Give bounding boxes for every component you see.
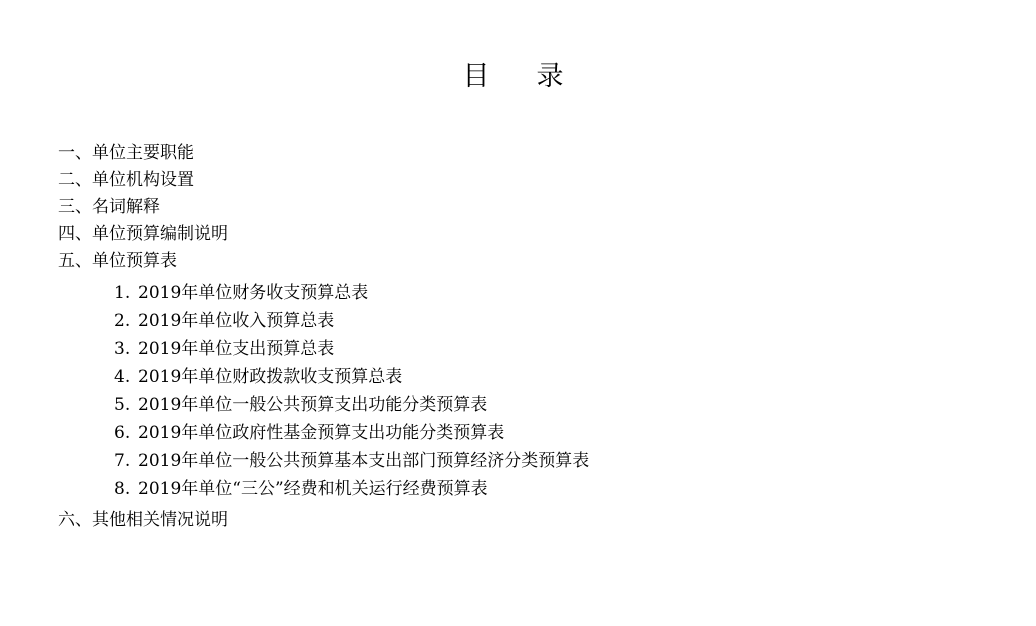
toc-item-level1[interactable]: 一、单位主要职能 [58, 143, 194, 163]
toc-item-label: 2019年单位支出预算总表 [138, 339, 335, 359]
toc-item-level1[interactable]: 五、单位预算表 [58, 251, 177, 271]
toc-item-label: 2019年单位一般公共预算支出功能分类预算表 [138, 395, 488, 415]
toc-item-level2[interactable] [114, 391, 996, 419]
toc-item-label: 2019年单位“三公”经费和机关运行经费预算表 [138, 479, 488, 499]
toc-item-level1[interactable]: 六、其他相关情况说明 [58, 510, 228, 530]
toc-item-number: 8. [114, 479, 131, 499]
toc-item-level2[interactable] [114, 419, 996, 447]
toc-item-number: 1. [114, 283, 131, 303]
toc-item-level2[interactable] [114, 279, 996, 307]
toc-item-number: 6. [114, 423, 131, 443]
toc-item-label: 2019年单位收入预算总表 [138, 311, 335, 331]
toc-item-number: 2. [114, 311, 131, 331]
toc-item-level2[interactable] [114, 475, 996, 503]
toc-item-level2[interactable] [114, 335, 996, 363]
toc-item-label: 2019年单位一般公共预算基本支出部门预算经济分类预算表 [138, 451, 590, 471]
toc-item-number: 7. [114, 451, 131, 471]
page-title: 目 录 [462, 61, 574, 92]
toc-item-number: 3. [114, 339, 131, 359]
toc-item-level1[interactable]: 四、单位预算编制说明 [58, 224, 228, 244]
toc-item-label: 2019年单位财政拨款收支预算总表 [138, 367, 403, 387]
toc-item-level2[interactable] [114, 307, 996, 335]
toc-item-level2[interactable] [114, 363, 996, 391]
table-of-contents [58, 140, 996, 534]
toc-item-level1[interactable]: 三、名词解释 [58, 197, 160, 217]
toc-item-number: 5. [114, 395, 131, 415]
toc-item-level1[interactable]: 二、单位机构设置 [58, 170, 194, 190]
toc-item-label: 2019年单位政府性基金预算支出功能分类预算表 [138, 423, 505, 443]
toc-item-level2[interactable] [114, 447, 996, 475]
toc-item-number: 4. [114, 367, 131, 387]
toc-item-label: 2019年单位财务收支预算总表 [138, 283, 369, 303]
